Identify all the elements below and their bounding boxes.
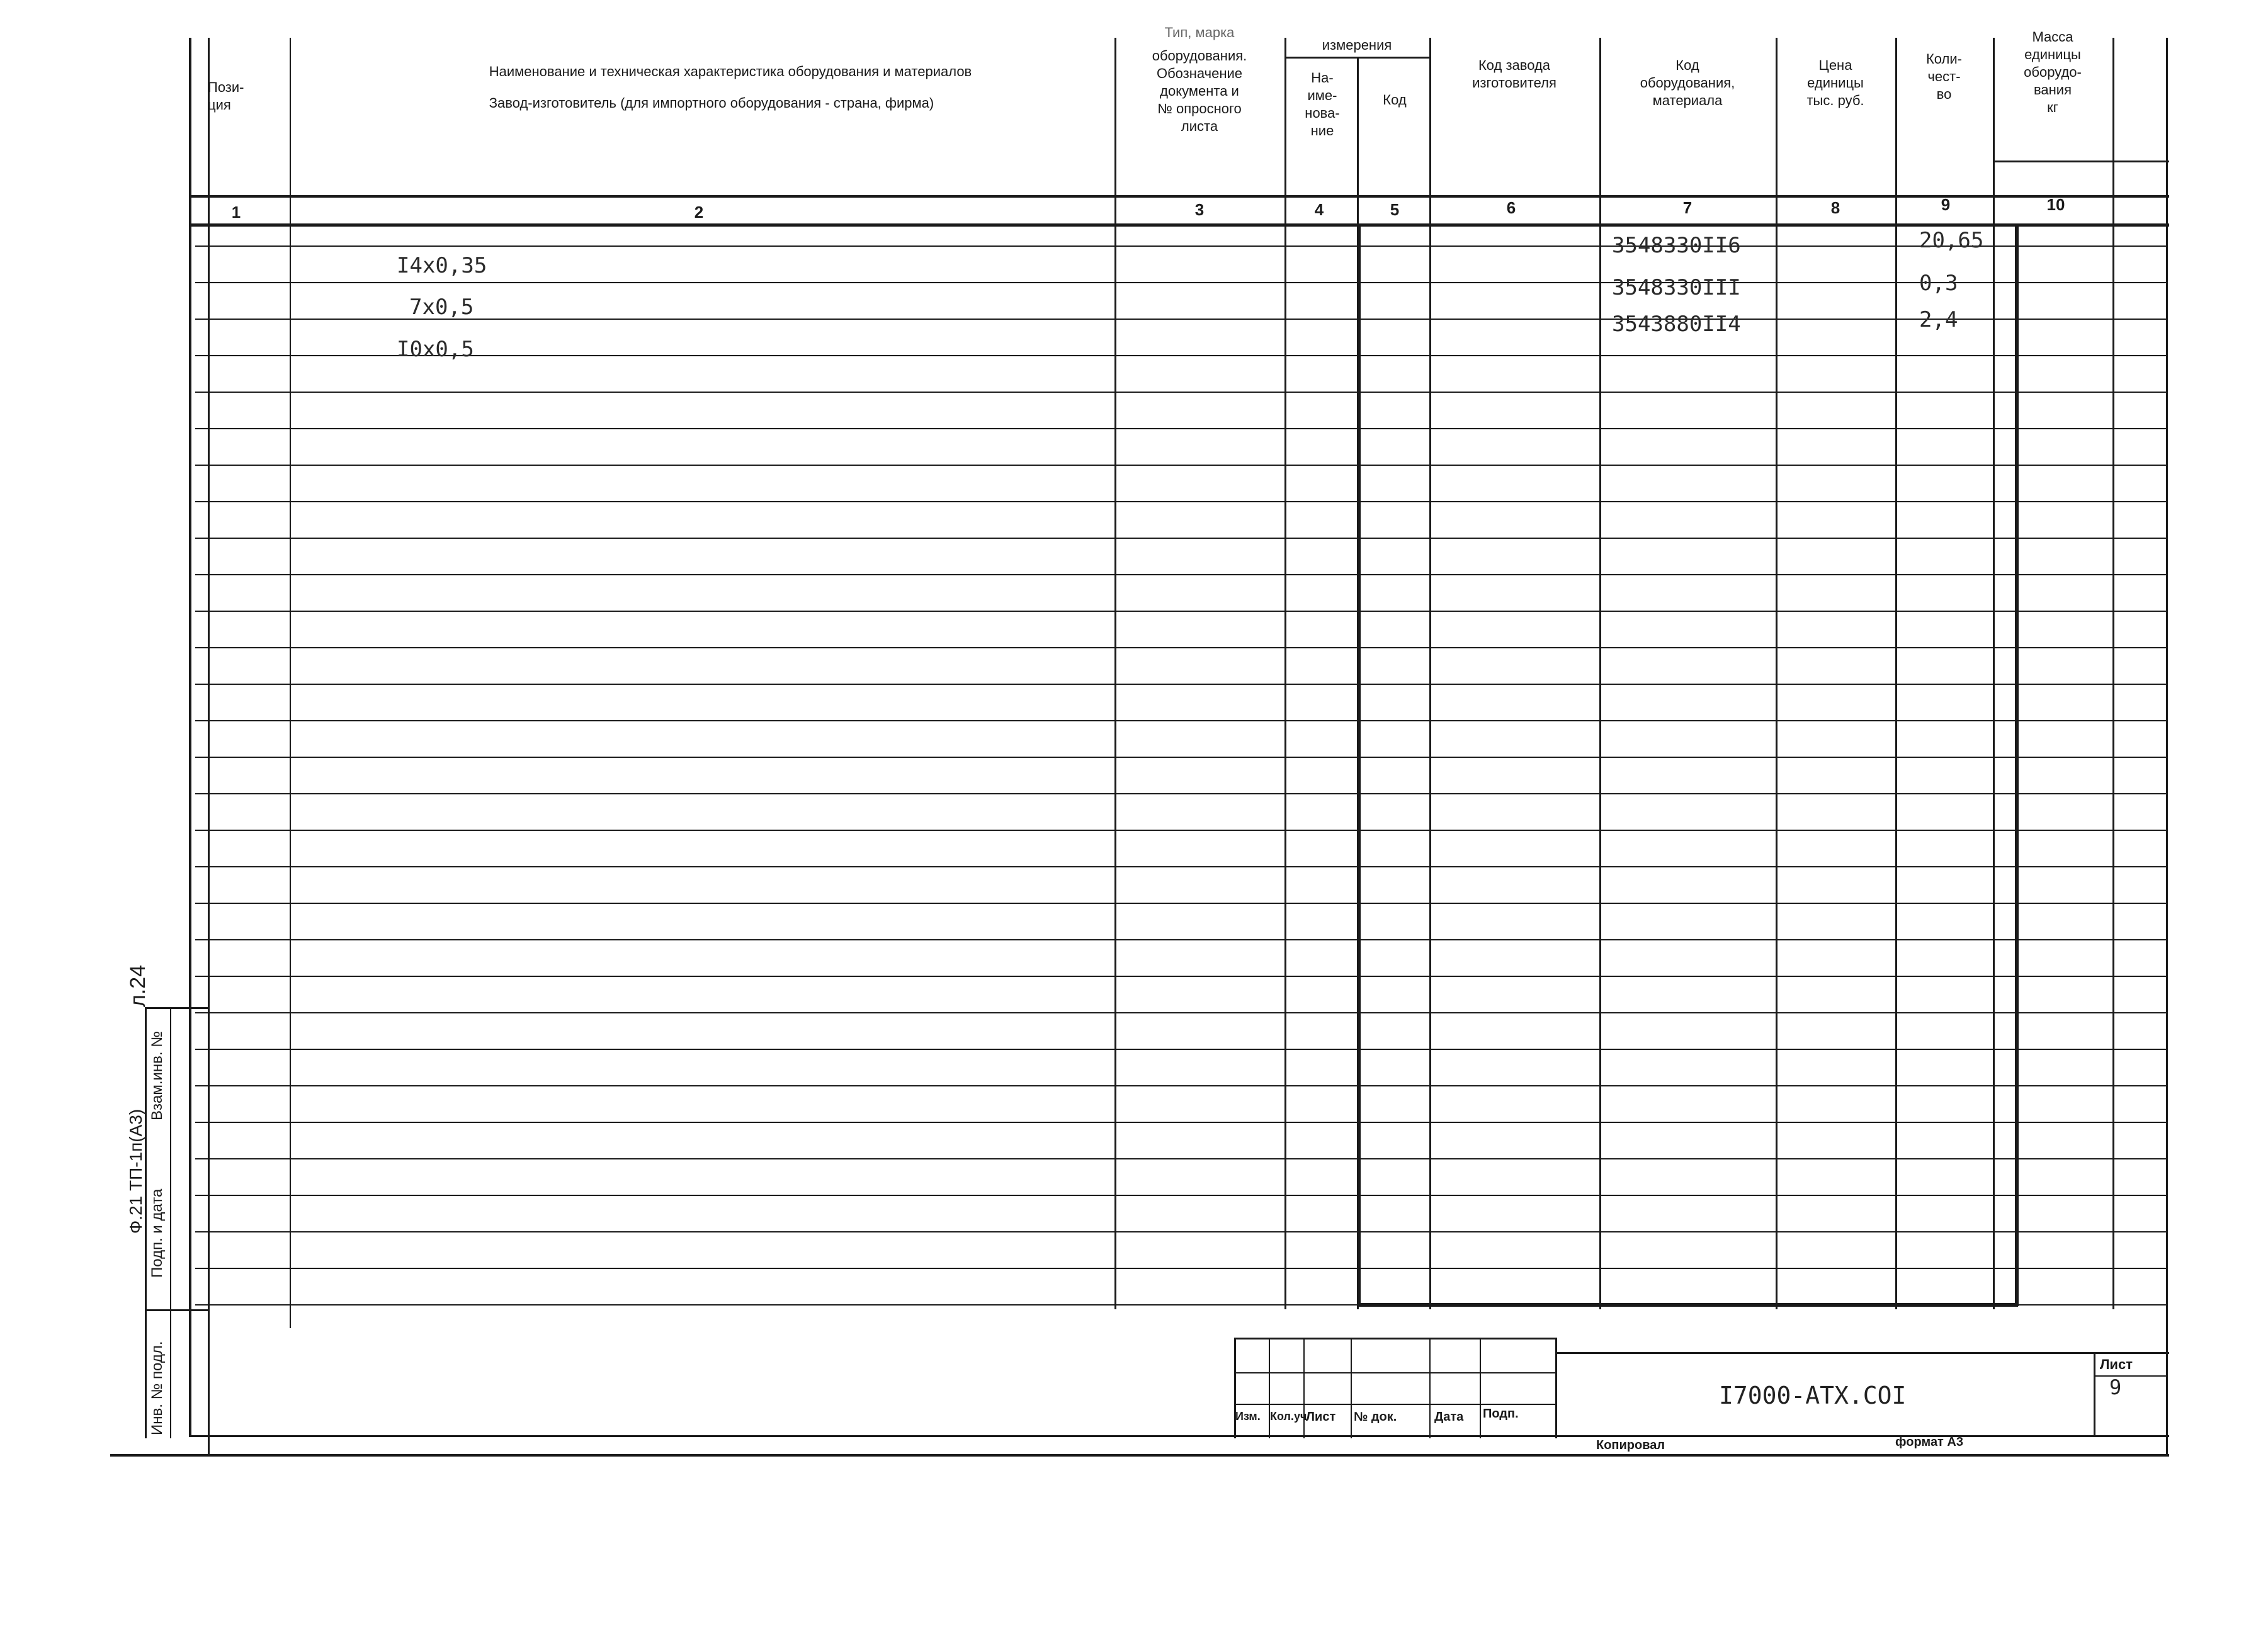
table-row-qty: 2,4	[1919, 307, 1958, 332]
table-row-line	[195, 976, 2166, 977]
table-row-line	[195, 1122, 2166, 1123]
header-price: Цена единицы тыс. руб.	[1806, 57, 1864, 108]
table-row-line	[195, 1231, 2166, 1232]
column-number: 4	[1314, 200, 1324, 219]
table-row-line	[195, 245, 2166, 247]
column-number: 3	[1194, 200, 1205, 219]
column-number: 5	[1390, 200, 1400, 219]
sheet-label: Лист	[2100, 1356, 2133, 1372]
column-number: 1	[231, 203, 241, 222]
title-label: Подп.	[1483, 1407, 1519, 1421]
table-row-line	[195, 1304, 2166, 1305]
table-row-qty: 20,65	[1919, 228, 1984, 253]
table-row-line	[195, 574, 2166, 575]
stamp-label: Взам.инв. №	[149, 1030, 166, 1120]
table-row-line	[195, 355, 2166, 356]
header-equipment-code: Код оборудования, материала	[1640, 57, 1735, 108]
table-row-qty: 0,3	[1919, 271, 1958, 296]
table-row-line	[195, 501, 2166, 502]
table-row-line	[195, 684, 2166, 685]
table-row-line	[195, 1268, 2166, 1269]
title-label: Кол.уч	[1270, 1410, 1307, 1423]
album-mark: Ф.21 ТП-1п(А3)	[126, 1108, 145, 1234]
header-document: оборудования. Обозначение документа и № опросного листа	[1152, 48, 1247, 134]
header-manufacturer-code: Код завода изготовителя	[1472, 57, 1556, 91]
table-row-code: 3543880II4	[1612, 312, 1741, 337]
sheet-number: 9	[2109, 1375, 2122, 1399]
header-quantity: Коли- чест- во	[1925, 51, 1963, 102]
table-row-line	[195, 903, 2166, 904]
table-row-name: I0x0,5	[397, 337, 474, 362]
column-number: 9	[1941, 195, 1951, 214]
title-label: Дата	[1434, 1410, 1464, 1424]
table-row-line	[195, 1158, 2166, 1159]
copied-label: Копировал	[1596, 1438, 1665, 1452]
table-row-line	[195, 647, 2166, 648]
stamp-label: Подп. и дата	[149, 1188, 166, 1278]
format-label: формат А3	[1895, 1435, 1963, 1449]
table-row-line	[195, 538, 2166, 539]
table-row-name: 7x0,5	[409, 295, 474, 320]
table-row-line	[195, 1195, 2166, 1196]
column-number: 8	[1830, 198, 1840, 217]
table-row-line	[195, 1085, 2166, 1086]
table-row-name: I4x0,35	[397, 253, 487, 278]
table-row-line	[195, 757, 2166, 758]
header-name-line2: Завод-изготовитель (для импортного оборудования - страна, фирма)	[489, 95, 934, 111]
table-row-line	[195, 1049, 2166, 1050]
table-row-line	[195, 939, 2166, 940]
column-number: 7	[1682, 198, 1692, 217]
table-row-line	[195, 830, 2166, 831]
table-row-code: 3548330III	[1612, 275, 1741, 300]
header-type: Тип, марка	[1164, 25, 1235, 40]
table-row-line	[195, 720, 2166, 721]
table-row-line	[195, 793, 2166, 794]
table-row-line	[195, 611, 2166, 612]
table-row-line	[195, 866, 2166, 867]
title-label: Лист	[1306, 1410, 1336, 1424]
table-row-line	[195, 282, 2166, 283]
column-number: 2	[694, 203, 704, 222]
header-unit-code: Код	[1383, 92, 1407, 108]
column-number: 10	[2046, 195, 2065, 214]
header-position: Пози- ция	[208, 79, 244, 113]
title-label: № док.	[1354, 1410, 1397, 1424]
header-name-line1: Наименование и техническая характеристика оборудования и материалов	[489, 64, 972, 79]
header-mass: Масса единицы оборудо- вания кг	[2024, 29, 2082, 115]
table-row-line	[195, 428, 2166, 429]
header-unit: измерения	[1322, 37, 1392, 53]
stamp-label: Инв. № подл.	[149, 1341, 166, 1435]
document-code: I7000-ATX.COI	[1719, 1382, 1907, 1409]
page-mark: л.24	[126, 964, 150, 1007]
table-row-line	[195, 1012, 2166, 1013]
table-row-line	[195, 392, 2166, 393]
header-unit-name: На- име- нова- ние	[1305, 70, 1340, 138]
table-row-line	[195, 465, 2166, 466]
table-row-code: 3548330II6	[1612, 233, 1741, 258]
column-number: 6	[1506, 198, 1516, 217]
table-row-line	[195, 319, 2166, 320]
title-label: Изм.	[1235, 1410, 1261, 1423]
